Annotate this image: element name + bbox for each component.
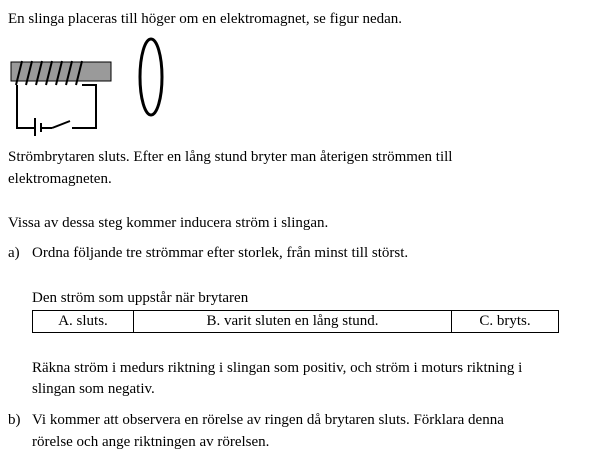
sign-convention-line-2: slingan som negativ. [32,381,155,397]
table-row [33,311,559,333]
question-b-line-2: rörelse och ange riktningen av rörelsen. [32,434,270,450]
option-b-cell: B. varit sluten en lång stund. [134,311,452,333]
circuit-wires [17,85,96,128]
option-c-cell: C. bryts. [452,311,559,333]
table-caption: Den ström som uppstår när brytaren [32,290,249,306]
question-b-line-1: Vi kommer att observera en rörelse av ringen då brytaren sluts. Förklara denna [32,412,504,428]
question-a-text: Ordna följande tre strömmar efter storlek, från minst till störst. [32,245,409,261]
switch-symbol [52,121,70,128]
intro-text: En slinga placeras till höger om en elektromagnet, se figur nedan. [8,11,403,27]
paragraph-1-line-1: Strömbrytaren sluts. Efter en lång stund bryter man återigen strömmen till [8,149,453,165]
paragraph-1-line-2: elektromagneten. [8,171,112,187]
option-a-cell: A. sluts. [33,311,134,333]
question-a-label: a) [8,245,20,261]
battery-symbol [35,118,52,136]
question-b-label: b) [8,412,21,428]
paragraph-2: Vissa av dessa steg kommer inducera ström i slingan. [8,215,329,231]
ring [140,39,162,115]
sign-convention-line-1: Räkna ström i medurs riktning i slingan som positiv, och ström i moturs riktning i [32,360,523,376]
options-table [32,310,559,333]
electromagnet-figure [8,34,173,139]
